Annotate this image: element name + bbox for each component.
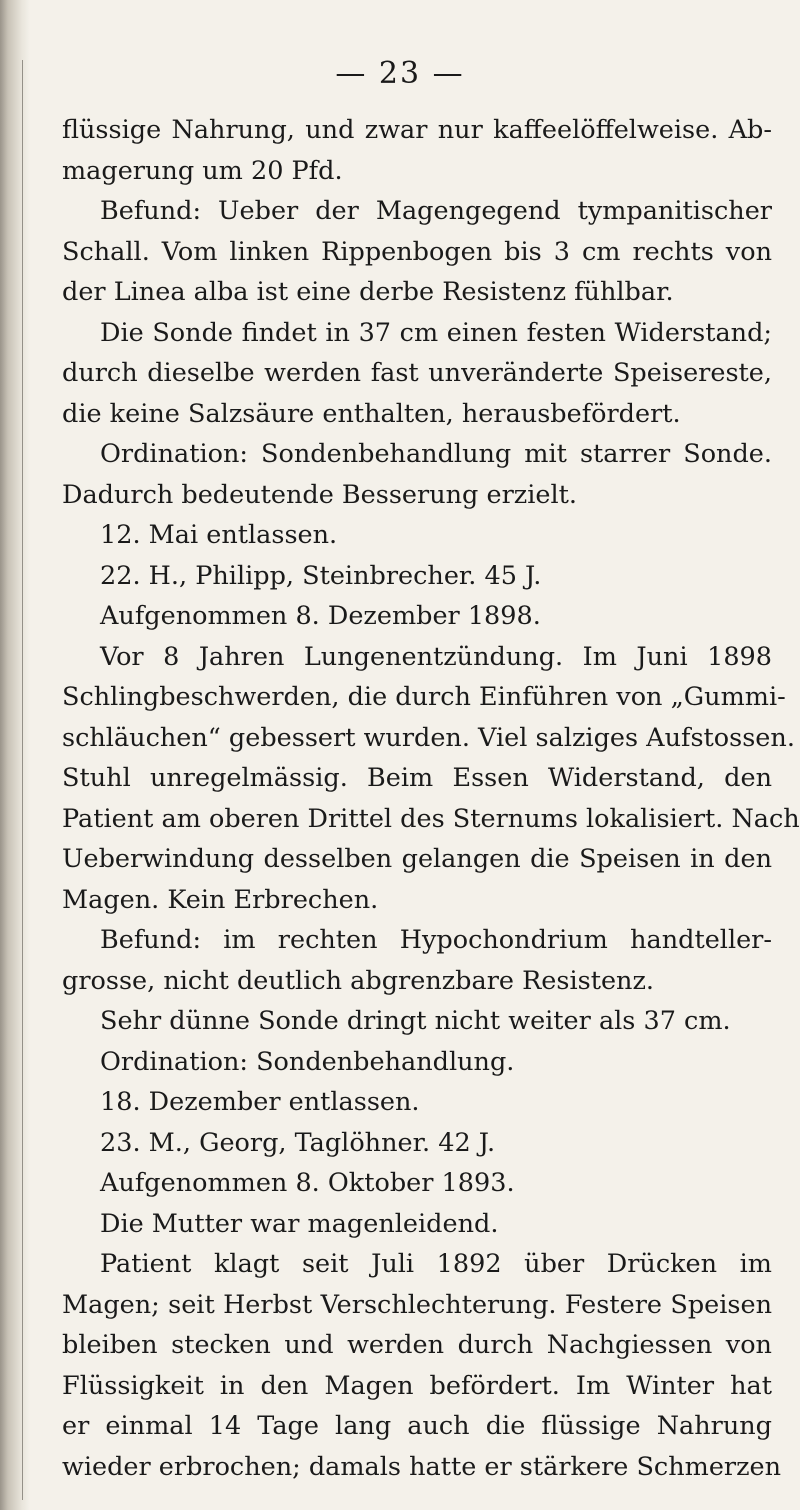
text-line: Sehr dünne Sonde dringt nicht weiter als 37 cm.	[100, 1006, 731, 1036]
text-line: Patient am oberen Drittel des Sternums lokalisiert. Nach	[62, 803, 800, 834]
text-line: durch dieselbe werden fast unveränderte Speisereste,	[62, 358, 772, 388]
text-line: Schall. Vom linken Rippenbogen bis 3 cm rechts von	[62, 236, 772, 267]
text-line: grosse, nicht deutlich abgrenzbare Resistenz.	[62, 965, 655, 996]
text-line: Aufgenommen 8. Oktober 1893.	[100, 1168, 515, 1198]
text-line: Aufgenommen 8. Dezember 1898.	[100, 601, 541, 631]
text-line: Magen. Kein Erbrechen.	[62, 884, 379, 915]
text-line: er einmal 14 Tage lang auch die flüssige Nahrung	[62, 1411, 772, 1441]
text-line: Befund: im rechten Hypochondrium handteller-	[100, 925, 772, 955]
text-line: Vor 8 Jahren Lungenentzündung. Im Juni 1898	[100, 641, 772, 672]
text-line: Stuhl unregelmässig. Beim Essen Widerstand, den	[62, 763, 772, 793]
text-line: flüssige Nahrung, und zwar nur kaffeelöffelweise. Ab-	[62, 115, 772, 145]
text-line: 18. Dezember entlassen.	[100, 1087, 420, 1117]
text-line: Befund: Ueber der Magengegend tympanitischer	[100, 196, 772, 226]
page-edge-line	[22, 60, 23, 1500]
text-line: der Linea alba ist eine derbe Resistenz fühlbar.	[62, 277, 674, 307]
text-line: die keine Salzsäure enthalten, herausbefördert.	[62, 398, 681, 429]
text-line: Magen; seit Herbst Verschlechterung. Festere Speisen	[62, 1289, 772, 1320]
text-line: Ueberwindung desselben gelangen die Speisen in den	[62, 844, 772, 874]
text-line: bleiben stecken und werden durch Nachgiessen von	[62, 1330, 772, 1360]
text-line: Flüssigkeit in den Magen befördert. Im Winter hat	[62, 1370, 772, 1401]
text-line: Die Mutter war magenleidend.	[100, 1208, 499, 1239]
page-binding-shadow	[0, 0, 30, 1510]
text-line: 23. M., Georg, Taglöhner. 42 J.	[100, 1127, 496, 1158]
body-text	[62, 110, 800, 1487]
text-line: magerung um 20 Pfd.	[62, 155, 343, 186]
page-number: — 23 —	[335, 56, 465, 91]
text-line: Patient klagt seit Juli 1892 über Drücken im	[100, 1249, 772, 1279]
text-line: 22. H., Philipp, Steinbrecher. 45 J.	[100, 560, 542, 591]
text-line: Die Sonde findet in 37 cm einen festen Widerstand;	[100, 317, 772, 348]
text-line: schläuchen“ gebessert wurden. Viel salziges Aufstossen.	[62, 722, 795, 753]
text-line: Schlingbeschwerden, die durch Einführen von „Gummi-	[62, 682, 786, 712]
text-line: 12. Mai entlassen.	[100, 520, 338, 550]
text-line: wieder erbrochen; damals hatte er stärkere Schmerzen	[62, 1451, 782, 1482]
text-line: Dadurch bedeutende Besserung erzielt.	[62, 479, 577, 510]
text-line: Ordination: Sondenbehandlung.	[100, 1046, 515, 1077]
text-line: Ordination: Sondenbehandlung mit starrer Sonde.	[100, 439, 772, 469]
